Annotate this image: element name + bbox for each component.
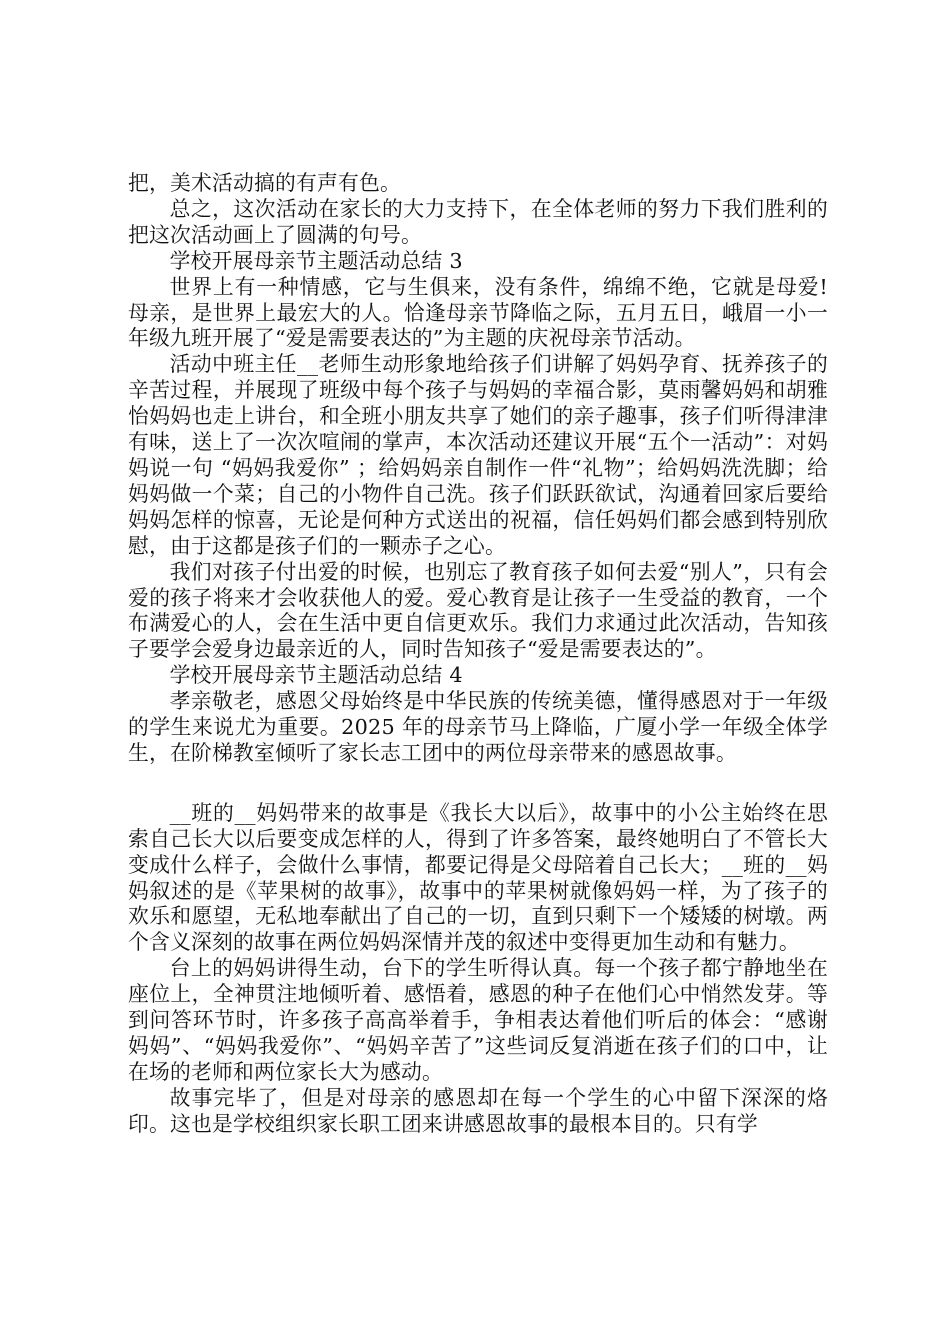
paragraph: 台上的妈妈讲得生动，台下的学生听得认真。每一个孩子都宁静地坐在座位上，全神贯注地倾听着、感悟着，感恩的种子在他们心中悄然发芽。等到问答环节时，许多孩子高高举着手，争相表达着他们听后的体会：“感谢妈妈”、“妈妈我爱你”、“妈妈辛苦了”这些词反复消逝在孩子们的口中，让在场的老师和两位家长大为感动。: [128, 956, 828, 1084]
paragraph: __班的__妈妈带来的故事是《我长大以后》，故事中的小公主始终在思索自己长大以后要变成怎样的人，得到了许多答案，最终她明白了不管长大变成什么样子，会做什么事情，都要记得是父母陪着自己长大；__班的__妈妈叙述的是《苹果树的故事》，故事中的苹果树就像妈妈一样，为了孩子的欢乐和愿望，无私地奉献出了自己的一切，直到只剩下一个矮矮的树墩。两个含义深刻的故事在两位妈妈深情并茂的叙述中变得更加生动和有魅力。: [128, 800, 828, 955]
section-heading: 学校开展母亲节主题活动总结 4: [169, 663, 463, 688]
paragraph: 活动中班主任__老师生动形象地给孩子们讲解了妈妈孕育、抚养孩子的辛苦过程，并展现了班级中每个孩子与妈妈的幸福合影，莫雨馨妈妈和胡雅怡妈妈也走上讲台，和全班小朋友共享了她们的亲子趣事，孩子们听得津津有味，送上了一次次喧闹的掌声，本次活动还建议开展“五个一活动”：对妈妈说一句 “妈妈我爱你” ；给妈妈亲自制作一件“礼物”；给妈妈洗洗脚；给妈妈做一个菜；自己的小物件自己洗。孩子们跃跃欲试，沟通着回家后要给妈妈怎样的惊喜，无论是何种方式送出的祝福，信任妈妈们都会感到特别欣慰，由于这都是孩子们的一颗赤子之心。: [128, 352, 828, 558]
document-body: [128, 171, 828, 1138]
paragraph: 总之，这次活动在家长的大力支持下，在全体老师的努力下我们胜利的把这次活动画上了圆满的句号。: [128, 196, 828, 247]
paragraph: 故事完毕了，但是对母亲的感恩却在每一个学生的心中留下深深的烙印。这也是学校组织家长职工团来讲感恩故事的最根本目的。只有学: [128, 1085, 828, 1136]
paragraph: 世界上有一种情感，它与生俱来，没有条件，绵绵不绝，它就是母爱!母亲，是世界上最宏大的人。恰逢母亲节降临之际，五月五日，峨眉一小一年级九班开展了“爱是需要表达的”为主题的庆祝母亲节活动。: [128, 274, 828, 351]
section-heading: 学校开展母亲节主题活动总结 3: [169, 248, 463, 273]
paragraph: 把，美术活动搞的有声有色。: [128, 171, 401, 195]
blank-line: [128, 767, 828, 801]
paragraph: 孝亲敬老，感恩父母始终是中华民族的传统美德，懂得感恩对于一年级的学生来说尤为重要。2025 年的母亲节马上降临，广厦小学一年级全体学生，在阶梯教室倾听了家长志工团中的两位母亲带来的感恩故事。: [128, 689, 828, 765]
paragraph: 我们对孩子付出爱的时候，也别忘了教育孩子如何去爱“别人”，只有会爱的孩子将来才会收获他人的爱。爱心教育是让孩子一生受益的教育，一个布满爱心的人，会在生活中更自信更欢乐。我们力求通过此次活动，告知孩子要学会爱身边最亲近的人，同时告知孩子“爱是需要表达的”。: [128, 559, 828, 662]
